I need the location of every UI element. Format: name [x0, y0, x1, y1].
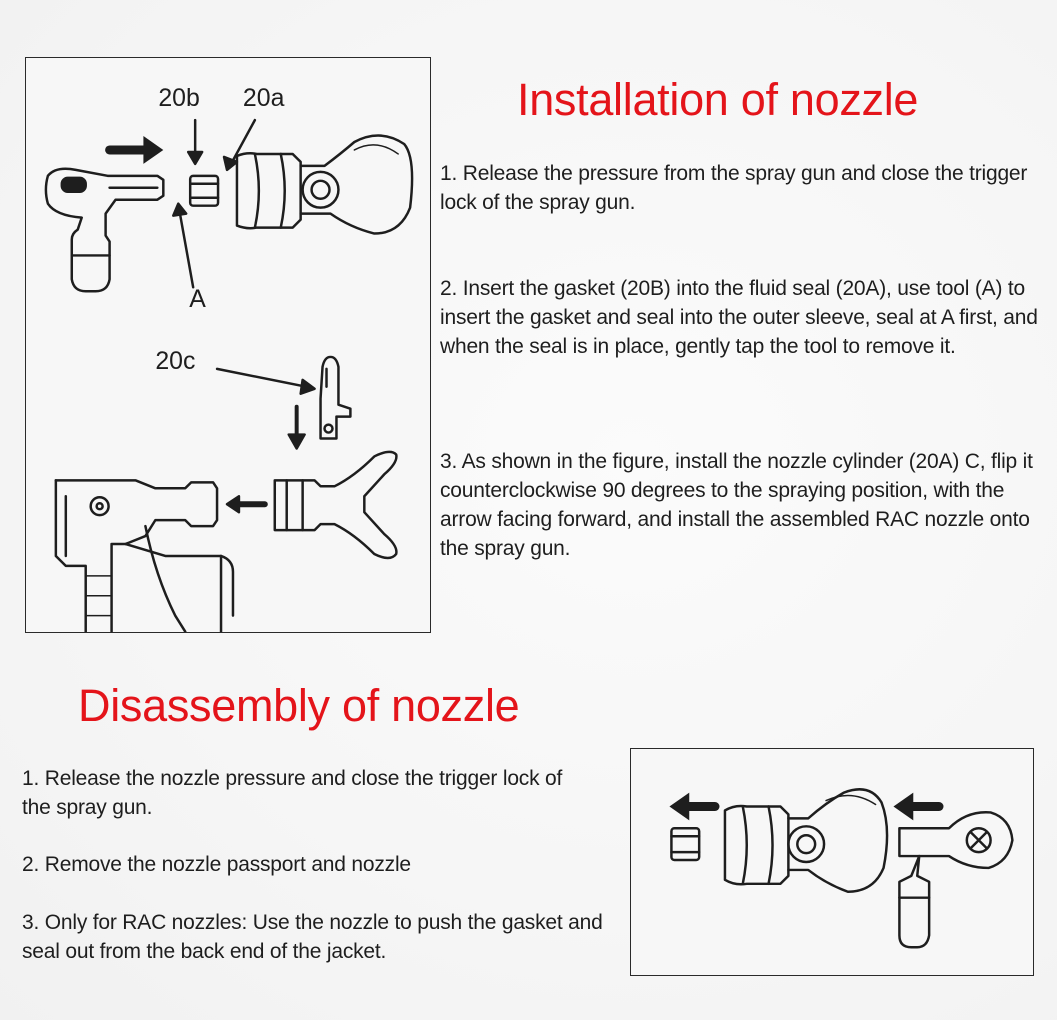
installation-illustration [25, 57, 431, 633]
nozzle-tip-drawing [321, 357, 351, 439]
nozzle-guard-drawing [725, 789, 887, 891]
spray-gun-drawing [56, 452, 397, 632]
seal-drawing [671, 828, 699, 860]
disassembly-illustration [630, 748, 1034, 976]
label-20a: 20a [242, 84, 285, 113]
tool-a-drawing [46, 169, 163, 292]
label-a: A [189, 285, 206, 314]
disassembly-step-1: 1. Release the nozzle pressure and close the trigger lock of the spray gun. [22, 767, 563, 819]
reversible-tip-drawing [899, 812, 1012, 947]
disassembly-step-3: 3. Only for RAC nozzles: Use the nozzle to push the gasket and seal out from the back end of the jacket. [22, 911, 603, 963]
installation-step-3: 3. As shown in the figure, install the nozzle cylinder (20A) C, flip it counterclockwise 90 degrees to the spraying position, with the arrow facing forward, and install the assembled RAC nozzle onto the spray gun. [440, 450, 1033, 560]
installation-step-1: 1. Release the pressure from the spray gun and close the trigger lock of the spray gun. [440, 162, 1028, 214]
installation-title: Installation of nozzle [517, 74, 919, 125]
label-20b: 20b [158, 84, 200, 113]
pointer-arrows [669, 793, 939, 821]
label-20c: 20c [155, 346, 196, 375]
disassembly-title: Disassembly of nozzle [78, 680, 520, 731]
installation-step-2: 2. Insert the gasket (20B) into the fluid seal (20A), use tool (A) to insert the gasket and seal into the outer sleeve, seal at A first, and when the seal is in place, gently tap the tool to remove it. [440, 277, 1038, 358]
disassembly-step-2: 2. Remove the nozzle passport and nozzle [22, 853, 411, 876]
seal-and-guard-drawing [190, 136, 412, 234]
